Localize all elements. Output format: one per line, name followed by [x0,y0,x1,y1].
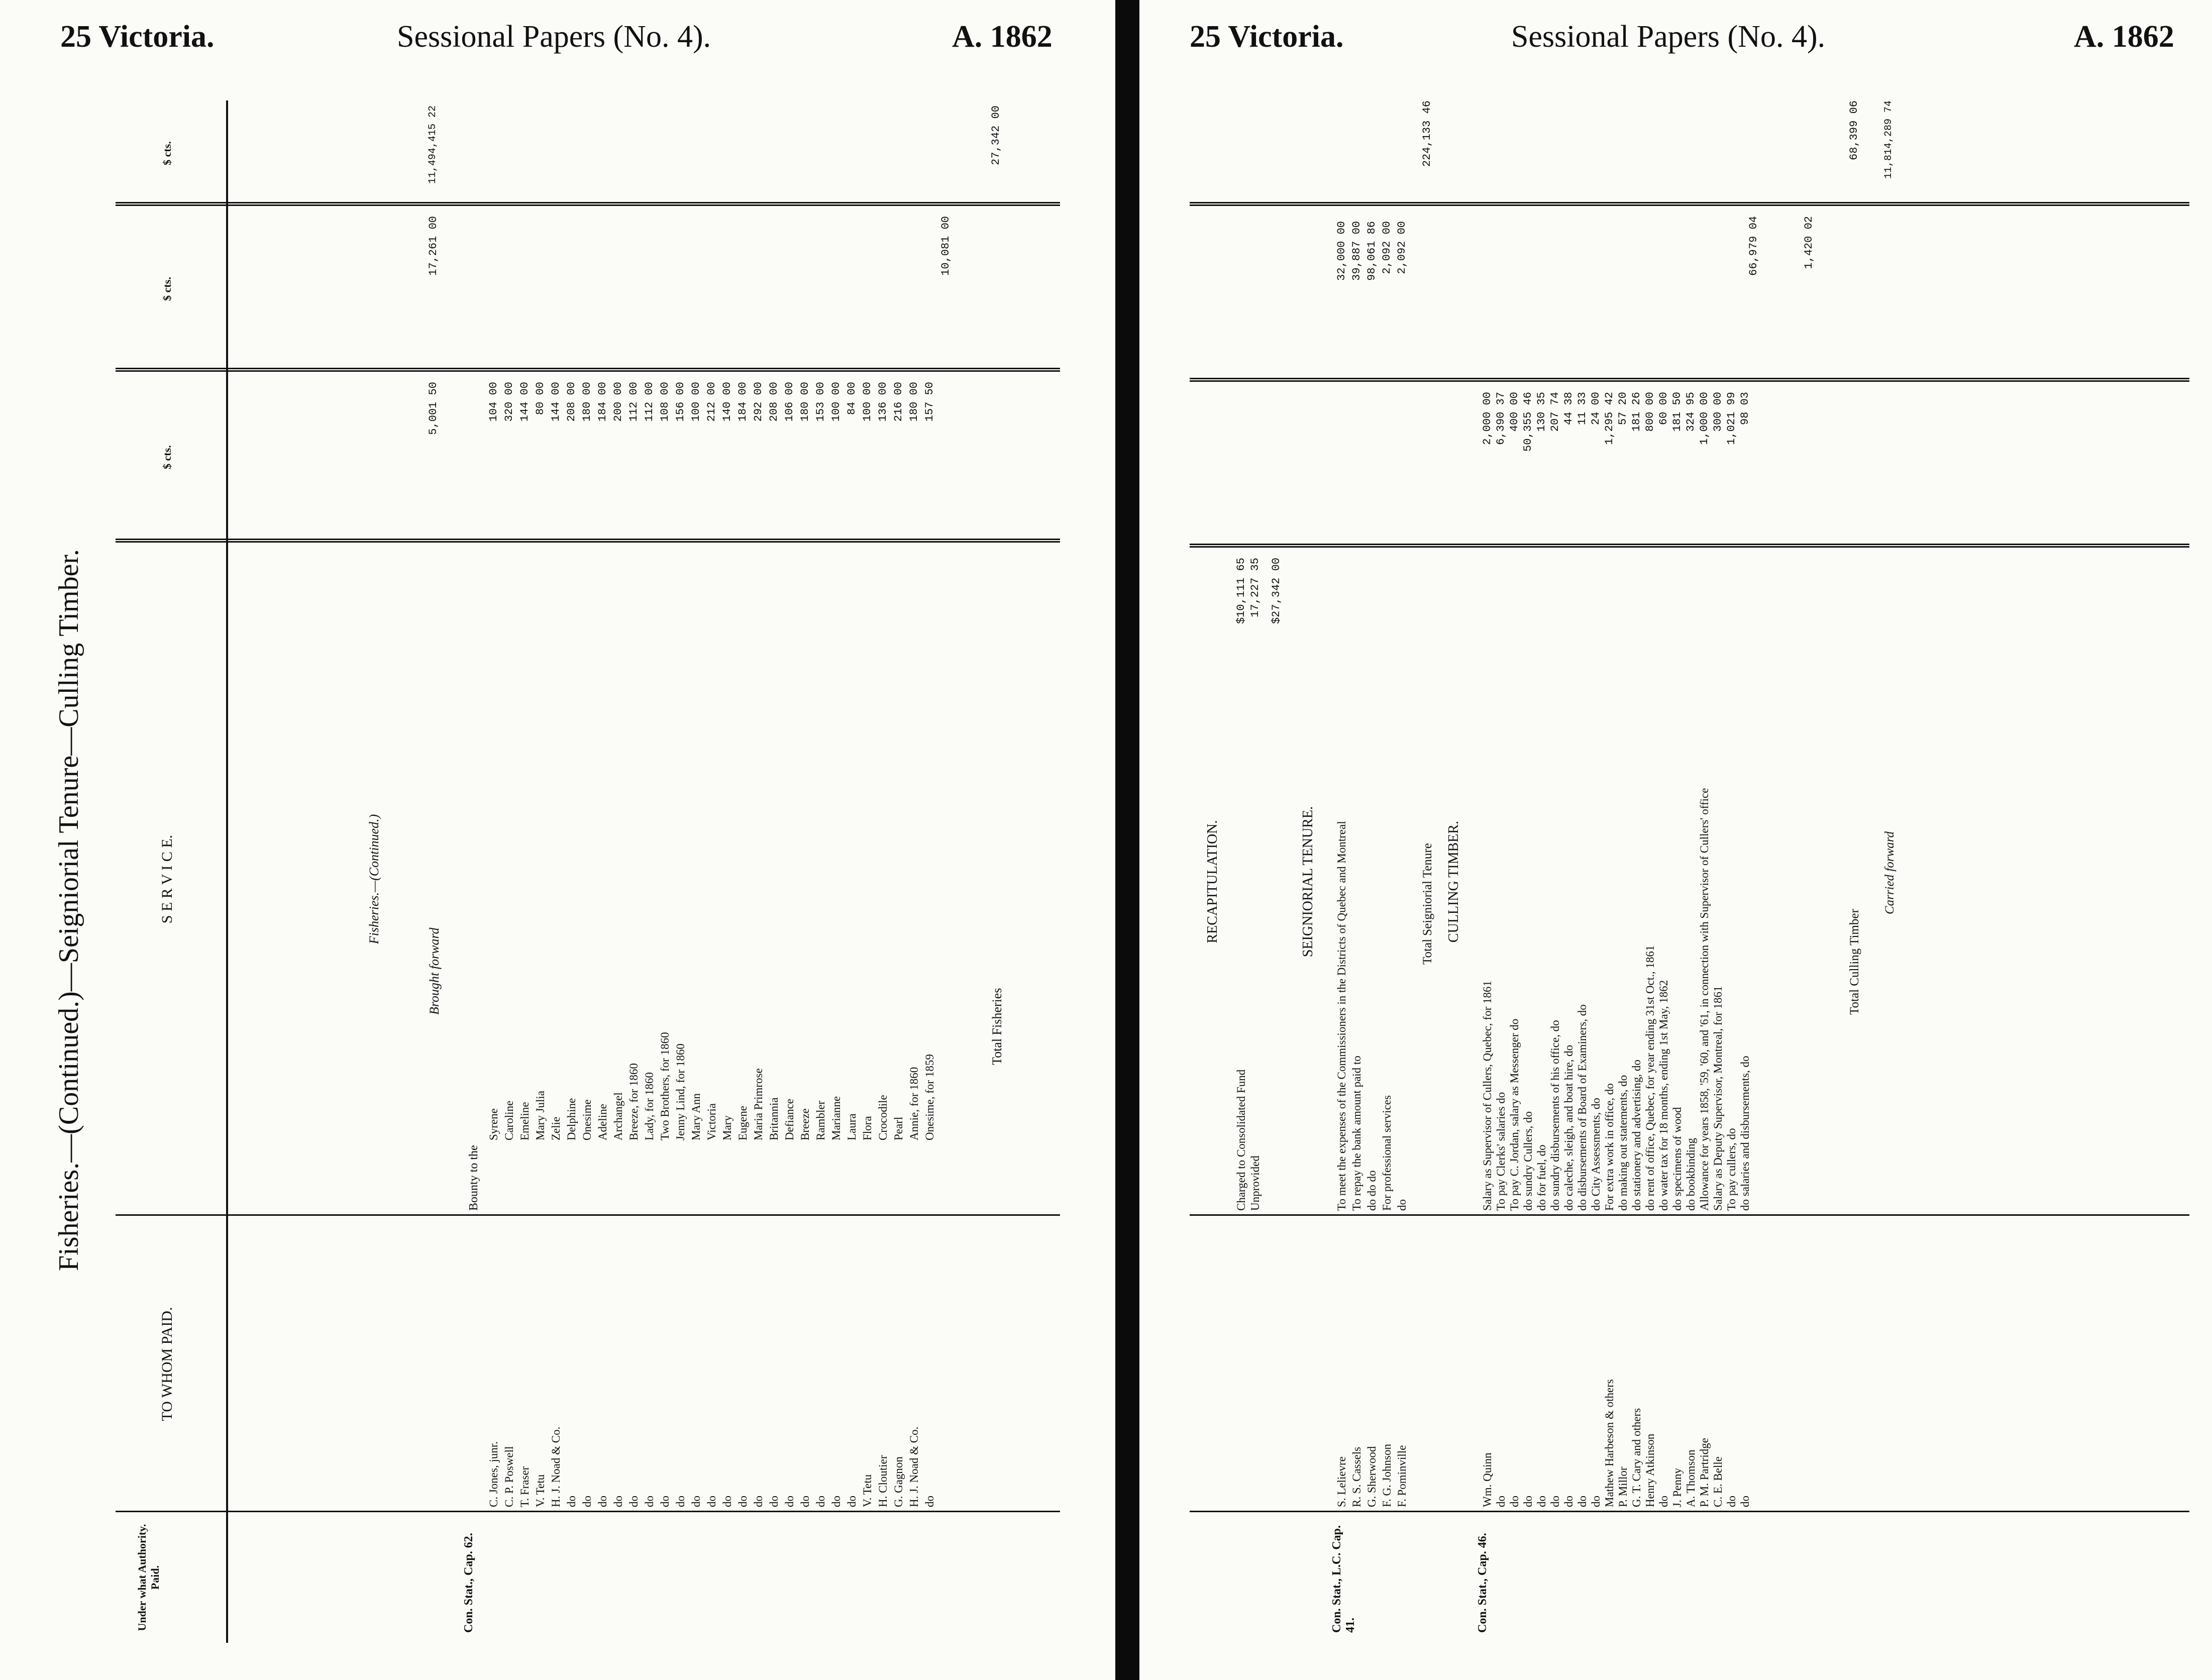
amount-cell: 108 00 [659,382,671,422]
service-cell: do stationery and advertising, do [1630,1060,1643,1211]
ledger-seigniorial-culling [1190,90,2189,1643]
amount-cell: 1,295 42 [1603,392,1616,445]
amount-cell: 50,355 46 [1522,392,1534,452]
service-cell: Crocodile [877,1095,889,1140]
whom-cell: do [581,1496,593,1507]
whom-cell: P. Millor [1617,1466,1629,1507]
whom-cell: V. Tetu [534,1474,547,1507]
recap-line-1-amt: $10,111 65 [1235,558,1247,624]
whom-cell: do [1495,1496,1507,1507]
amount-cell: 100 00 [690,382,702,422]
whom-cell: G. T. Cary and others [1630,1408,1643,1507]
whom-cell: T. Fraser [518,1466,531,1507]
recap-line-1: Charged to Consolidated Fund [1235,1069,1247,1211]
service-cell: For professional services [1381,1095,1393,1211]
col-authority-head: Under what Authority. Paid. [136,1524,161,1631]
whom-cell: do [674,1496,687,1507]
amount-cell: 11 33 [1576,392,1589,426]
ledger-row [596,100,609,1643]
ledger-row [877,100,890,1643]
amount-cell: 216 00 [892,382,905,422]
service-cell: Lady, for 1860 [643,1072,656,1140]
service-cell: Allowance for years 1858, '59, '60, and '61, in connection with Supervisor of Cullers' office [1698,788,1711,1211]
ledger-row [814,100,827,1643]
whom-cell: H. Cloutier [877,1455,889,1507]
service-cell: Britannia [768,1097,780,1140]
amount-cell: 100 00 [861,382,874,422]
whom-cell: do [565,1496,578,1507]
service-cell: Salary as Deputy Supervisor, Montreal, for 1861 [1712,986,1724,1211]
amount-cell: 320 00 [503,382,515,422]
service-cell: Emeline [518,1102,531,1140]
service-cell: To repay the bank amount paid to [1350,1056,1363,1211]
amount-cell: 112 00 [627,382,640,422]
amount-cell: 1,021 99 [1725,392,1738,445]
amount-cell: 207 74 [1549,392,1561,432]
whom-cell: Mathew Harbeson & others [1603,1379,1616,1507]
whom-cell: do [705,1496,718,1507]
service-cell: do disbursements of Board of Examiners, do [1576,1004,1589,1211]
culling-total-label: Total Culling Timber [1848,909,1861,1015]
seigniorial-heading: SEIGNIORIAL TENURE. [1300,806,1316,958]
amount-cell: 153 00 [814,382,827,422]
ledger-row [1549,90,1562,1643]
whom-cell: do [1562,1496,1575,1507]
amount-cell: 156 00 [674,382,687,422]
whom-cell: do [1535,1496,1548,1507]
amount-cell: 184 00 [736,382,749,422]
whom-cell: do [1522,1496,1534,1507]
total-fisheries-label: Total Fisheries [990,988,1004,1065]
culling-total-amount: 68,399 06 [1848,100,1860,160]
service-cell: Mary [721,1115,733,1140]
ledger-row [830,100,843,1643]
amount-cell: 1,000 00 [1698,392,1711,445]
culling-heading: CULLING TIMBER. [1446,820,1461,943]
whom-cell: do [1739,1496,1751,1507]
ledger-row [1576,90,1589,1643]
whom-cell: C. P. Poswell [503,1446,515,1507]
seigniorial-total-label: Total Seigniorial Tenure [1421,843,1434,965]
ledger-row [861,100,874,1643]
ledger-row [627,100,641,1643]
whom-cell: A. Thomson [1684,1449,1697,1507]
header-year: A. 1862 [952,20,1052,54]
brought-forward-label: Brought forward [427,927,442,1015]
ledger-row [736,100,750,1643]
amount-cell: 130 35 [1535,392,1548,432]
amount-cell: 180 00 [581,382,593,422]
amount-cell: 98,061 86 [1365,221,1378,281]
service-cell: Laura [846,1113,858,1140]
ledger-row [1481,90,1494,1643]
whom-cell: do [768,1496,780,1507]
amount-cell: 2,092 00 [1396,221,1408,274]
whom-cell: do [830,1496,842,1507]
seigniorial-authority: Con. Stat., L.C. Cap. 41. [1330,1525,1357,1633]
whom-cell: do [783,1496,796,1507]
service-cell: Flora [861,1116,874,1140]
service-cell: Salary as Supervisor of Cullers, Quebec, for 1861 [1481,981,1494,1211]
ledger-row [1562,90,1575,1643]
whom-cell: do [1576,1496,1589,1507]
recap-line-2-amt: 17,227 35 [1249,558,1261,617]
service-cell: Rambler [814,1100,827,1140]
ledger-row [1335,90,1348,1643]
amount-cell: 400 00 [1508,392,1521,432]
bounty-prefix: Bounty to the [467,1145,480,1211]
service-cell: Breeze [799,1108,811,1140]
service-cell: To meet the expenses of the Commissioners in the Districts of Quebec and Montreal [1335,821,1348,1211]
ledger-row [534,100,547,1643]
whom-cell: Wm. Quinn [1481,1452,1494,1507]
service-cell: Pearl [892,1116,905,1140]
service-cell: Jenny Lind, for 1860 [674,1043,687,1140]
service-cell: To pay Clerks' salaries do [1495,1092,1507,1211]
ledger-row [550,100,563,1643]
ledger-row [768,100,781,1643]
whom-cell: J. Penny [1671,1468,1683,1507]
amount-cell: 180 00 [799,382,811,422]
recap-heading: RECAPITULATION. [1205,820,1220,943]
ledger-row [1617,90,1630,1643]
service-cell: Defiance [783,1099,796,1140]
subtotal-cents2: 10,081 00 [939,216,952,276]
amount-cell: 2,092 00 [1381,221,1393,274]
service-cell: do rent of office, Quebec, for year ending 31st Oct., 1861 [1644,945,1656,1211]
whom-cell: G. Gagnon [892,1456,905,1507]
ledger-row [690,100,703,1643]
amount-cell: 106 00 [783,382,796,422]
ledger-row [612,100,625,1643]
col-cents3-head: $ cts. [161,141,173,165]
ledger-row [1365,90,1379,1643]
ledger-row [518,100,532,1643]
service-cell: do making out statements, do [1617,1075,1629,1211]
whom-cell: do [643,1496,656,1507]
ledger-row [1657,90,1670,1643]
ledger-row [1381,90,1394,1643]
col-cents1-head: $ cts. [161,445,173,469]
culling-subtotal-montreal: 1,420 02 [1803,216,1815,269]
amount-cell: 184 00 [596,382,609,422]
whom-cell: do [721,1496,733,1507]
service-cell: For extra work in office, do [1603,1083,1616,1211]
brought-forward-c3: 11,494,415 22 [427,106,439,184]
authority-cell: Con. Stat., Cap. 62. [462,1533,475,1633]
service-cell: Caroline [503,1100,515,1140]
col-cents2-head: $ cts. [161,277,173,301]
ledger-row [1603,90,1616,1643]
amount-cell: 136 00 [877,382,889,422]
amount-cell: 98 03 [1739,392,1751,426]
ledger-row [705,100,718,1643]
ledger-row [1590,90,1603,1643]
whom-cell: do [1657,1496,1670,1507]
ledger-row [892,100,905,1643]
service-cell: Zelie [550,1116,562,1140]
service-cell: Two Brothers, for 1860 [659,1032,671,1140]
amount-cell: 212 00 [705,382,718,422]
whom-cell: do [627,1496,640,1507]
service-cell: Marianne [830,1096,842,1140]
ledger-row [1684,90,1698,1643]
amount-cell: 208 00 [565,382,578,422]
ledger-row [1396,90,1409,1643]
service-cell: do bookbinding [1684,1137,1697,1211]
service-cell: do for fuel, do [1535,1144,1548,1211]
amount-cell: 57 20 [1617,392,1629,426]
brought-forward-c2: 17,261 00 [427,216,440,276]
section-label: Fisheries.—(Continued.) [367,814,381,944]
ledger-row [1712,90,1725,1643]
amount-cell: 84 00 [846,382,858,415]
amount-cell: 80 00 [534,382,547,415]
col-service-head: S E R V I C E. [159,834,175,924]
whom-cell: do [1508,1496,1521,1507]
service-cell: do caleche, sleigh, and boat hire, do [1562,1044,1575,1211]
amount-cell: 144 00 [518,382,531,422]
service-cell: Delphine [565,1098,578,1140]
brought-forward-c1: 5,001 50 [427,382,440,435]
ledger-row [1350,90,1363,1643]
book-spine [1115,0,1139,1680]
amount-cell: 800 00 [1644,392,1656,432]
service-cell: To pay C. Jordan, salary as Messenger do [1508,1018,1521,1211]
culling-subtotal-quebec: 66,979 04 [1747,216,1760,276]
header-session-right: 25 Victoria. [1190,20,1344,54]
service-cell: Mary Julia [534,1090,547,1140]
whom-cell: C. E. Belle [1712,1456,1724,1507]
whom-cell: do [923,1496,936,1507]
whom-cell: do [690,1496,702,1507]
service-cell: Archangel [612,1092,624,1140]
ledger-row [643,100,656,1643]
amount-cell: 208 00 [768,382,780,422]
recap-line-2: Unprovided [1249,1156,1261,1211]
amount-cell: 157 50 [923,382,936,422]
amount-cell: 112 00 [643,382,656,422]
whom-cell: H. J. Noad & Co. [550,1426,562,1507]
whom-cell: S. Lelievre [1335,1456,1348,1507]
service-cell: Onesime, for 1859 [923,1054,936,1140]
service-cell: Annie, for 1860 [908,1067,920,1140]
amount-cell: 300 00 [1712,392,1724,432]
whom-cell: H. J. Noad & Co. [908,1426,920,1507]
ledger-row [659,100,672,1643]
whom-cell: G. Sherwood [1365,1446,1378,1507]
ledger-row [1522,90,1535,1643]
header-series-right: Sessional Papers (No. 4). [1511,20,1826,54]
service-cell: Maria Primrose [752,1068,765,1140]
service-cell: do [1396,1199,1408,1211]
ledger-row [908,100,921,1643]
ledger-row [487,100,500,1643]
amount-cell: 39,887 00 [1350,221,1363,281]
recap-total: $27,342 00 [1270,558,1283,624]
header-session: 25 Victoria. [60,20,215,54]
whom-cell: do [846,1496,858,1507]
amount-cell: 6,390 37 [1495,392,1507,445]
ledger-row [1508,90,1521,1643]
service-cell: Syrene [487,1108,500,1140]
whom-cell: C. Jones, junr. [487,1441,500,1507]
amount-cell: 2,000 00 [1481,392,1494,445]
right-page [1139,0,2212,1680]
ledger-row [1698,90,1711,1643]
amount-cell: 144 00 [550,382,562,422]
amount-cell: 181 26 [1630,392,1643,432]
amount-cell: 324 95 [1684,392,1697,432]
amount-cell: 292 00 [752,382,765,422]
ledger-row [581,100,594,1643]
ledger-row [1495,90,1508,1643]
service-cell: Eugene [736,1106,749,1140]
whom-cell: do [596,1496,609,1507]
page-title: Fisheries.—(Continued.)—Seigniorial Tenure—Culling Timber. [53,549,84,1271]
whom-cell: V. Tetu [861,1474,874,1507]
whom-cell: R. S. Cassels [1350,1446,1363,1507]
ledger-row [783,100,796,1643]
service-cell: do do do [1365,1170,1378,1211]
total-fisheries-amount: 27,342 00 [990,106,1002,165]
whom-cell: do [1590,1496,1602,1507]
amount-cell: 181 50 [1671,392,1683,432]
ledger-fisheries [116,100,1060,1643]
ledger-row [565,100,578,1643]
ledger-row [1644,90,1657,1643]
ledger-row [674,100,687,1643]
whom-cell: F. Pominville [1396,1445,1408,1507]
culling-authority: Con. Stat., Cap. 46. [1476,1533,1489,1633]
amount-cell: 140 00 [721,382,733,422]
service-cell: do salaries and disbursements, do [1739,1056,1751,1211]
header-year-right: A. 1862 [2074,20,2174,54]
service-cell: To pay cullers, do [1725,1128,1738,1211]
whom-cell: F. G. Johnson [1381,1444,1393,1507]
ledger-row [503,100,516,1643]
service-cell: do City Assessments, do [1590,1098,1602,1211]
whom-cell: do [1549,1496,1561,1507]
header-series: Sessional Papers (No. 4). [397,20,711,54]
whom-cell: do [1725,1496,1738,1507]
ledger-row [721,100,734,1643]
service-cell: Mary Ann [690,1093,702,1140]
amount-cell: 104 00 [487,382,500,422]
service-cell: Onesime [581,1099,593,1140]
amount-cell: 24 00 [1590,392,1602,426]
amount-cell: 200 00 [612,382,624,422]
whom-cell: do [612,1496,624,1507]
ledger-row [752,100,765,1643]
ledger-row [799,100,812,1643]
carried-forward-amount: 11,814,289 74 [1883,100,1894,179]
service-cell: Victoria [705,1103,718,1140]
seigniorial-total-amount: 224,133 46 [1421,100,1433,167]
ledger-row [1630,90,1643,1643]
amount-cell: 60 00 [1657,392,1670,426]
ledger-row [1535,90,1548,1643]
amount-cell: 32,000 00 [1335,221,1348,281]
service-cell: Adeline [596,1104,609,1140]
amount-cell: 180 00 [908,382,920,422]
whom-cell: Henry Atkinson [1644,1433,1656,1507]
ledger-row [846,100,859,1643]
carried-forward-label: Carried forward [1883,831,1897,914]
service-cell: do sundry Cullers, do [1522,1111,1534,1211]
service-cell: do sundry disbursements of his office, do [1549,1020,1561,1211]
whom-cell: do [752,1496,765,1507]
ledger-row [1671,90,1684,1643]
service-cell: do specimens of wood [1671,1107,1683,1211]
service-cell: do water tax for 18 months, ending 1st May, 1862 [1657,980,1670,1211]
amount-cell: 100 00 [830,382,842,422]
whom-cell: P. M. Partridge [1698,1438,1711,1507]
whom-cell: do [799,1496,811,1507]
amount-cell: 44 38 [1562,392,1575,426]
ledger-row [1725,90,1738,1643]
service-cell: Breeze, for 1860 [627,1063,640,1140]
whom-cell: do [814,1496,827,1507]
ledger-row [923,100,936,1643]
col-whom-head: TO WHOM PAID. [159,1307,175,1421]
whom-cell: do [659,1496,671,1507]
whom-cell: do [736,1496,749,1507]
